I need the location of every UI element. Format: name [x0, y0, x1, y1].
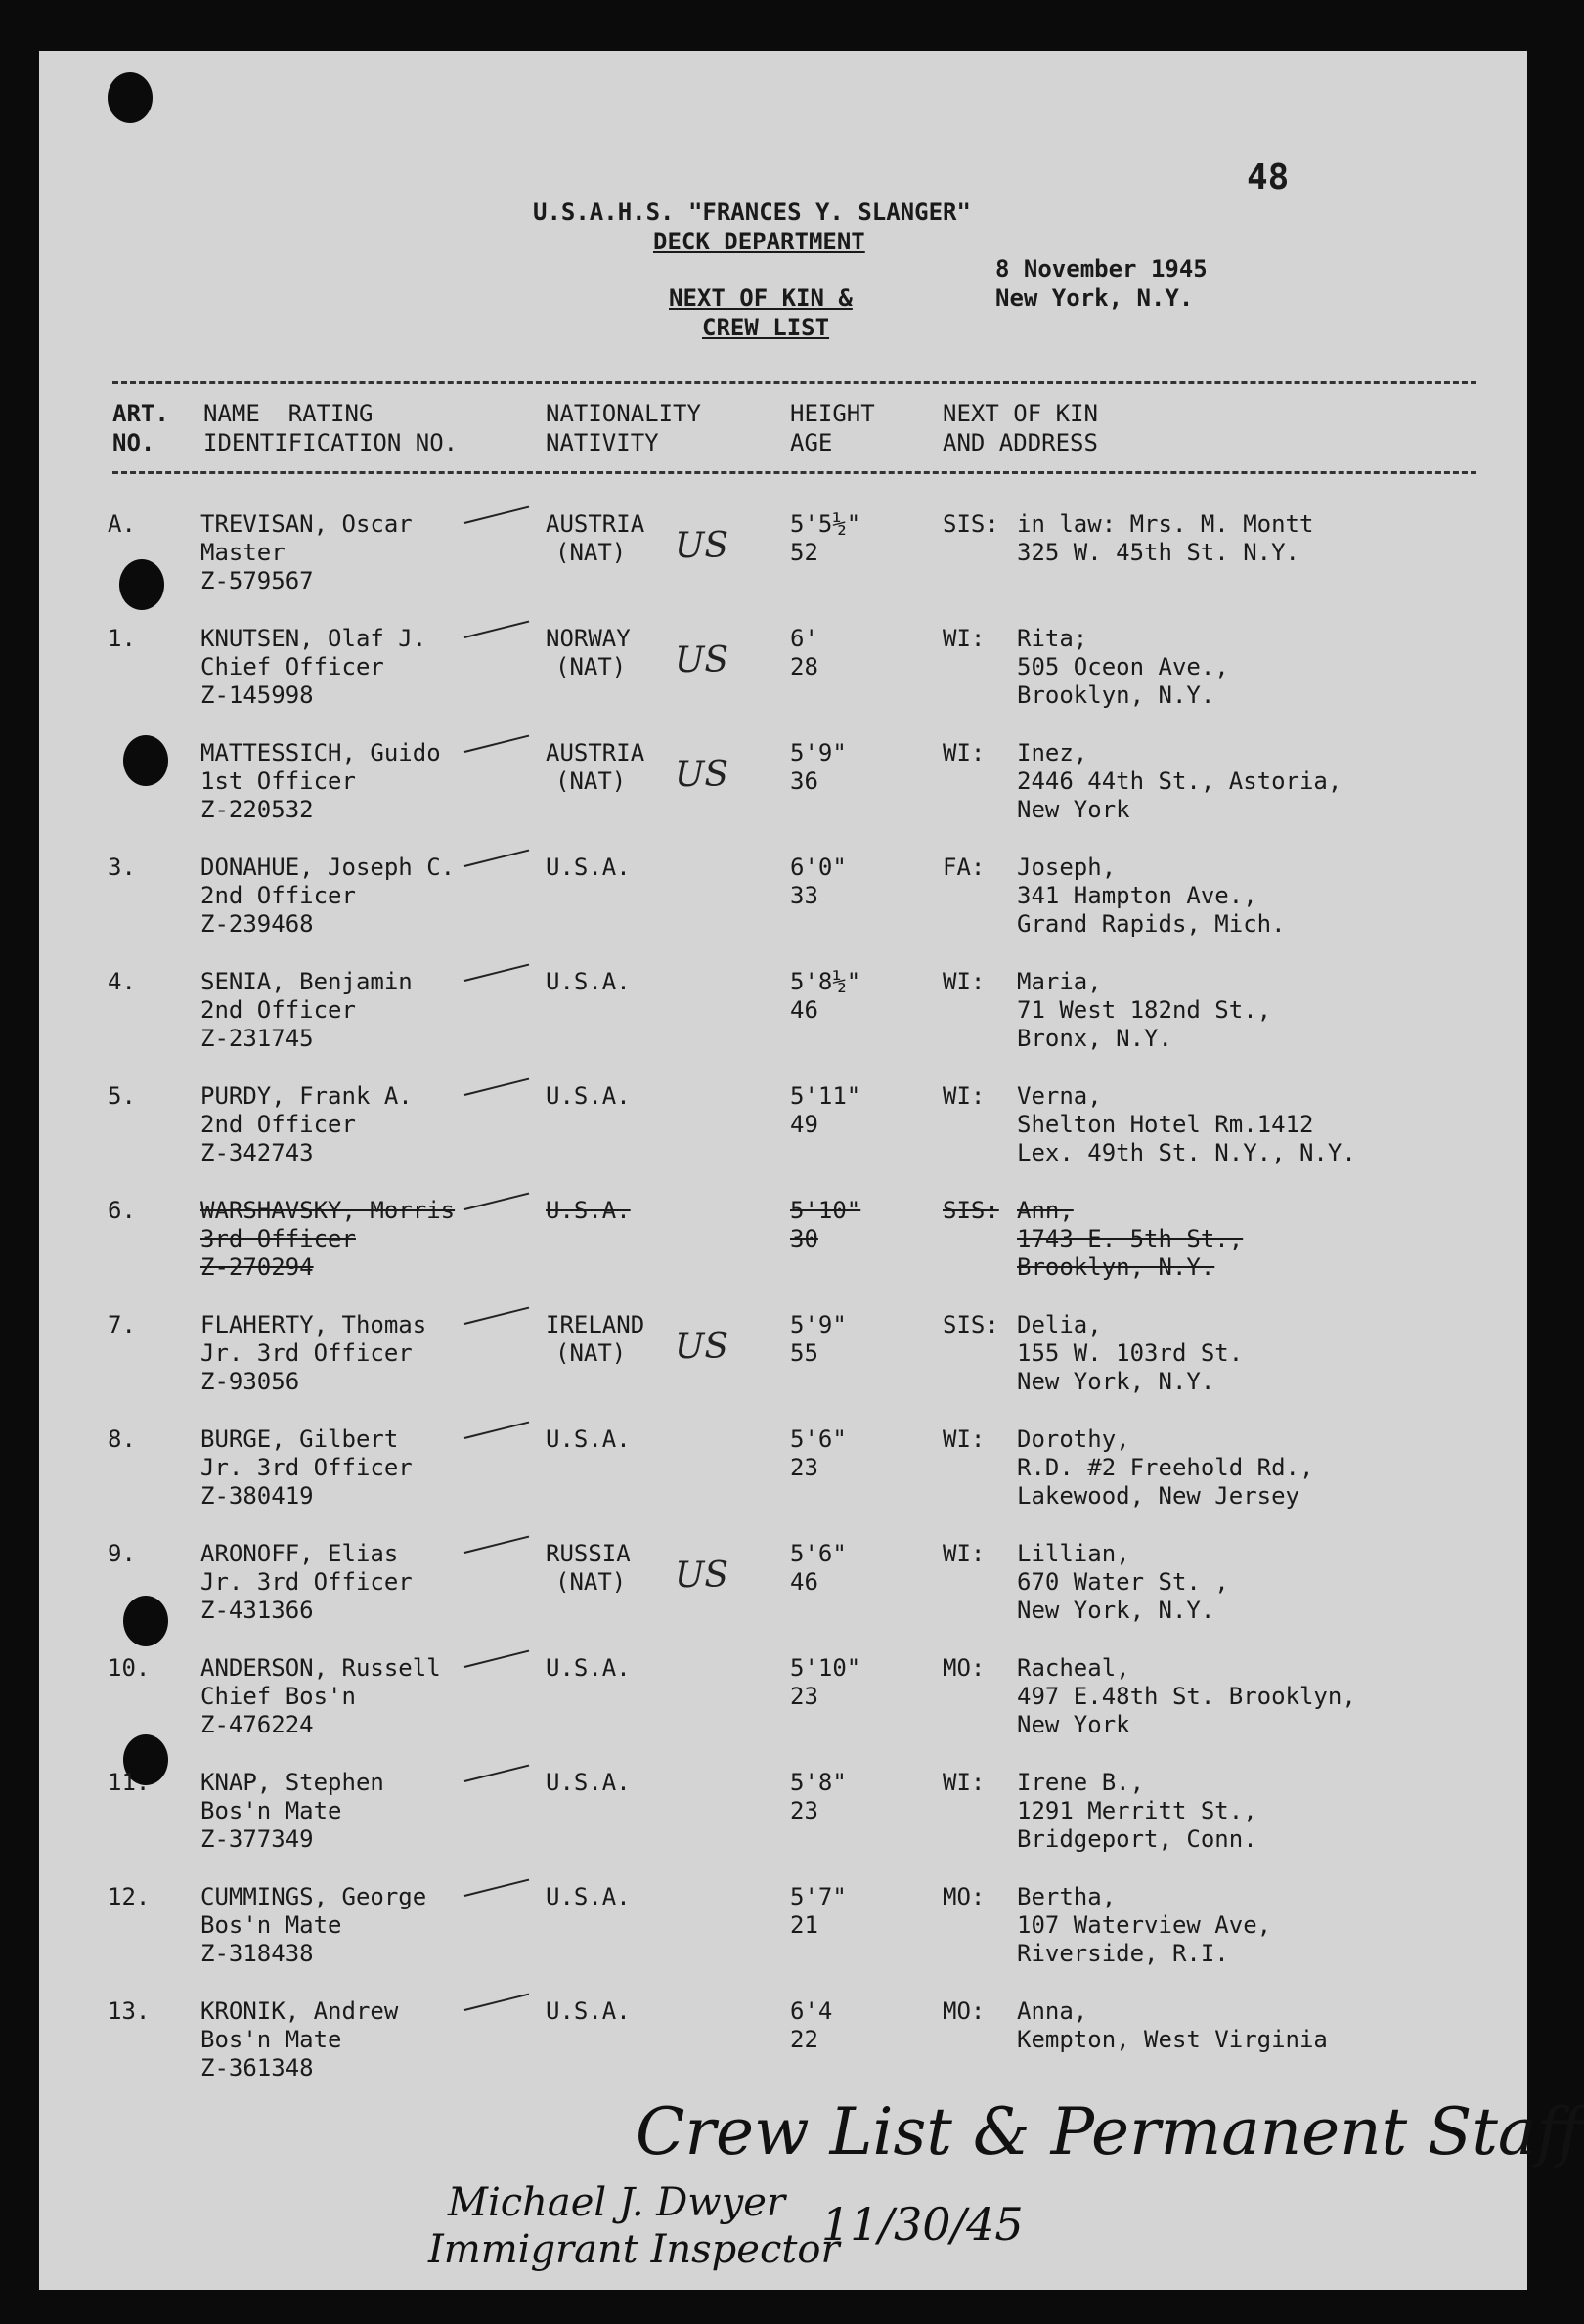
- age: 46: [790, 1568, 818, 1596]
- art-number: A.: [108, 510, 136, 538]
- art-number: 10.: [108, 1654, 151, 1682]
- nativity: (NAT): [555, 539, 627, 566]
- kin-address-2: Grand Rapids, Mich.: [1017, 910, 1286, 938]
- kin-address-2: Lakewood, New Jersey: [1017, 1482, 1299, 1510]
- nationality: NORWAY: [546, 625, 631, 652]
- nationality: U.S.A.: [546, 1769, 631, 1796]
- kin-address-1: R.D. #2 Freehold Rd.,: [1017, 1454, 1314, 1481]
- nativity: (NAT): [555, 767, 627, 795]
- punch-hole: [108, 72, 153, 123]
- height: 5'7": [790, 1883, 847, 1910]
- crew-name: PURDY, Frank A.: [200, 1082, 413, 1110]
- list-place: New York, N.Y.: [995, 285, 1194, 312]
- nativity: (NAT): [555, 1568, 627, 1596]
- kin-address-2: Bridgeport, Conn.: [1017, 1825, 1257, 1853]
- nationality: AUSTRIA: [546, 739, 645, 767]
- crew-id: Z-431366: [200, 1597, 314, 1624]
- crew-name: ANDERSON, Russell: [200, 1654, 441, 1682]
- kin-address-1: 505 Oceon Ave.,: [1017, 653, 1229, 680]
- handwritten-annotation: US: [675, 755, 729, 795]
- check-mark: [464, 850, 529, 867]
- kin-name: Maria,: [1017, 968, 1102, 995]
- kin-relation: WI:: [943, 1540, 986, 1567]
- crew-row: [39, 1883, 1527, 1989]
- list-title-line-2: CREW LIST: [702, 314, 830, 341]
- col-height-2: AGE: [790, 429, 833, 457]
- kin-name: Rita;: [1017, 625, 1088, 652]
- art-number: 4.: [108, 968, 136, 995]
- col-art-1: ART.: [112, 400, 169, 427]
- check-mark: [464, 1078, 529, 1096]
- crew-id: Z-93056: [200, 1368, 300, 1395]
- crew-row: [39, 1311, 1527, 1417]
- col-kin-1: NEXT OF KIN: [943, 400, 1098, 427]
- crew-rating: Chief Officer: [200, 653, 384, 680]
- age: 23: [790, 1683, 818, 1710]
- crew-id: Z-377349: [200, 1825, 314, 1853]
- page-number: 48: [1247, 157, 1290, 197]
- kin-address-2: Brooklyn, N.Y.: [1017, 1253, 1215, 1281]
- crew-row: [39, 1082, 1527, 1188]
- nativity: (NAT): [555, 653, 627, 680]
- kin-address-1: Kempton, West Virginia: [1017, 2026, 1328, 2053]
- age: 36: [790, 767, 818, 795]
- kin-relation: WI:: [943, 625, 986, 652]
- age: 49: [790, 1111, 818, 1138]
- handwritten-note: Crew List & Permanent Staff: [636, 2094, 1583, 2170]
- kin-address-1: 1291 Merritt St.,: [1017, 1797, 1257, 1824]
- kin-address-1: 2446 44th St., Astoria,: [1017, 767, 1342, 795]
- check-mark: [464, 621, 529, 638]
- department: DECK DEPARTMENT: [653, 228, 865, 255]
- check-mark: [464, 1307, 529, 1325]
- kin-relation: FA:: [943, 854, 986, 881]
- kin-address-2: Riverside, R.I.: [1017, 1940, 1229, 1967]
- col-art-2: NO.: [112, 429, 155, 457]
- crew-rating: Bos'n Mate: [200, 1797, 342, 1824]
- kin-address-1: Shelton Hotel Rm.1412: [1017, 1111, 1314, 1138]
- check-mark: [464, 1879, 529, 1897]
- kin-relation: WI:: [943, 739, 986, 767]
- nationality: U.S.A.: [546, 854, 631, 881]
- kin-address-2: New York, N.Y.: [1017, 1597, 1215, 1624]
- kin-name: Inez,: [1017, 739, 1088, 767]
- art-number: 9.: [108, 1540, 136, 1567]
- nationality: U.S.A.: [546, 1997, 631, 2025]
- kin-name: Verna,: [1017, 1082, 1102, 1110]
- kin-relation: WI:: [943, 968, 986, 995]
- crew-rating: 2nd Officer: [200, 882, 356, 909]
- art-number: 11.: [108, 1769, 151, 1796]
- kin-relation: WI:: [943, 1425, 986, 1453]
- height: 5'10": [790, 1197, 861, 1224]
- kin-name: Delia,: [1017, 1311, 1102, 1338]
- list-title-line-1: NEXT OF KIN &: [669, 285, 853, 312]
- check-mark: [464, 506, 529, 524]
- art-number: 7.: [108, 1311, 136, 1338]
- kin-address-2: New York: [1017, 1711, 1130, 1738]
- art-number: 5.: [108, 1082, 136, 1110]
- art-number: 13.: [108, 1997, 151, 2025]
- crew-rating: 2nd Officer: [200, 1111, 356, 1138]
- crew-name: TREVISAN, Oscar: [200, 510, 413, 538]
- crew-rating: 1st Officer: [200, 767, 356, 795]
- art-number: 6.: [108, 1197, 136, 1224]
- divider: [112, 471, 1476, 474]
- kin-relation: WI:: [943, 1769, 986, 1796]
- art-number: 3.: [108, 854, 136, 881]
- nationality: U.S.A.: [546, 1883, 631, 1910]
- age: 28: [790, 653, 818, 680]
- crew-id: Z-579567: [200, 567, 314, 594]
- check-mark: [464, 964, 529, 982]
- crew-row: [39, 1769, 1527, 1874]
- height: 6'0": [790, 854, 847, 881]
- kin-name: in law: Mrs. M. Montt: [1017, 510, 1314, 538]
- crew-rating: 3rd Officer: [200, 1225, 356, 1252]
- nationality: IRELAND: [546, 1311, 645, 1338]
- crew-id: Z-476224: [200, 1711, 314, 1738]
- height: 5'6": [790, 1540, 847, 1567]
- nationality: AUSTRIA: [546, 510, 645, 538]
- height: 5'8½": [790, 968, 861, 995]
- crew-row: [39, 1654, 1527, 1760]
- check-mark: [464, 1193, 529, 1210]
- nativity: (NAT): [555, 1339, 627, 1367]
- check-mark: [464, 1994, 529, 2011]
- kin-name: Anna,: [1017, 1997, 1088, 2025]
- nationality: U.S.A.: [546, 1197, 631, 1224]
- col-nat-2: NATIVITY: [546, 429, 659, 457]
- nationality: RUSSIA: [546, 1540, 631, 1567]
- kin-name: Dorothy,: [1017, 1425, 1130, 1453]
- age: 52: [790, 539, 818, 566]
- age: 22: [790, 2026, 818, 2053]
- kin-name: Ann,: [1017, 1197, 1074, 1224]
- kin-relation: WI:: [943, 1082, 986, 1110]
- kin-name: Joseph,: [1017, 854, 1117, 881]
- crew-row: [39, 1540, 1527, 1645]
- age: 23: [790, 1797, 818, 1824]
- nationality: U.S.A.: [546, 1654, 631, 1682]
- age: 33: [790, 882, 818, 909]
- crew-name: ARONOFF, Elias: [200, 1540, 399, 1567]
- height: 6': [790, 625, 818, 652]
- height: 5'5½": [790, 510, 861, 538]
- age: 23: [790, 1454, 818, 1481]
- kin-address-1: 1743 E. 5th St.,: [1017, 1225, 1244, 1252]
- kin-address-1: 497 E.48th St. Brooklyn,: [1017, 1683, 1356, 1710]
- crew-rating: Bos'n Mate: [200, 1911, 342, 1939]
- check-mark: [464, 1765, 529, 1782]
- crew-rating: Chief Bos'n: [200, 1683, 356, 1710]
- handwritten-annotation: US: [675, 1556, 729, 1596]
- art-number: 1.: [108, 625, 136, 652]
- crew-name: KNUTSEN, Olaf J.: [200, 625, 427, 652]
- crew-name: KRONIK, Andrew: [200, 1997, 399, 2025]
- crew-row: [39, 968, 1527, 1074]
- crew-id: Z-318438: [200, 1940, 314, 1967]
- crew-id: Z-342743: [200, 1139, 314, 1166]
- crew-row: [39, 1997, 1527, 2103]
- check-mark: [464, 1536, 529, 1554]
- check-mark: [464, 1650, 529, 1668]
- kin-name: Irene B.,: [1017, 1769, 1145, 1796]
- nationality: U.S.A.: [546, 968, 631, 995]
- inspector-signature: Michael J. Dwyer: [448, 2180, 785, 2225]
- inspector-title: Immigrant Inspector: [428, 2227, 840, 2272]
- crew-name: FLAHERTY, Thomas: [200, 1311, 427, 1338]
- kin-address-1: 325 W. 45th St. N.Y.: [1017, 539, 1299, 566]
- kin-relation: MO:: [943, 1997, 986, 2025]
- crew-name: BURGE, Gilbert: [200, 1425, 399, 1453]
- height: 6'4: [790, 1997, 833, 2025]
- crew-id: Z-361348: [200, 2054, 314, 2082]
- crew-rating: 2nd Officer: [200, 996, 356, 1024]
- kin-address-1: 670 Water St. ,: [1017, 1568, 1229, 1596]
- kin-address-2: Brooklyn, N.Y.: [1017, 681, 1215, 709]
- art-number: 8.: [108, 1425, 136, 1453]
- kin-address-1: 71 West 182nd St.,: [1017, 996, 1272, 1024]
- crew-row: [39, 1425, 1527, 1531]
- kin-address-1: 107 Waterview Ave,: [1017, 1911, 1272, 1939]
- nationality: U.S.A.: [546, 1425, 631, 1453]
- crew-id: Z-270294: [200, 1253, 314, 1281]
- crew-id: Z-380419: [200, 1482, 314, 1510]
- kin-address-2: Bronx, N.Y.: [1017, 1025, 1172, 1052]
- crew-id: Z-145998: [200, 681, 314, 709]
- crew-id: Z-239468: [200, 910, 314, 938]
- kin-relation: SIS:: [943, 1311, 999, 1338]
- kin-name: Lillian,: [1017, 1540, 1130, 1567]
- crew-name: DONAHUE, Joseph C.: [200, 854, 456, 881]
- handwritten-annotation: US: [675, 640, 729, 680]
- crew-name: CUMMINGS, George: [200, 1883, 427, 1910]
- crew-name: WARSHAVSKY, Morris: [200, 1197, 456, 1224]
- list-date: 8 November 1945: [995, 255, 1208, 283]
- crew-rating: Master: [200, 539, 286, 566]
- col-height-1: HEIGHT: [790, 400, 875, 427]
- handwritten-annotation: US: [675, 526, 729, 566]
- crew-rating: Bos'n Mate: [200, 2026, 342, 2053]
- crew-rating: Jr. 3rd Officer: [200, 1454, 413, 1481]
- kin-address-2: Lex. 49th St. N.Y., N.Y.: [1017, 1139, 1356, 1166]
- age: 21: [790, 1911, 818, 1939]
- crew-name: MATTESSICH, Guido: [200, 739, 441, 767]
- kin-name: Bertha,: [1017, 1883, 1117, 1910]
- crew-row: [39, 1197, 1527, 1302]
- crew-row: [39, 625, 1527, 730]
- crew-row: [39, 510, 1527, 616]
- height: 5'8": [790, 1769, 847, 1796]
- kin-address-2: New York: [1017, 796, 1130, 823]
- crew-id: Z-220532: [200, 796, 314, 823]
- crew-rating: Jr. 3rd Officer: [200, 1568, 413, 1596]
- crew-row: [39, 739, 1527, 845]
- ship-name: U.S.A.H.S. "FRANCES Y. SLANGER": [533, 198, 971, 226]
- divider: [112, 381, 1476, 384]
- crew-name: KNAP, Stephen: [200, 1769, 384, 1796]
- nationality: U.S.A.: [546, 1082, 631, 1110]
- kin-name: Racheal,: [1017, 1654, 1130, 1682]
- art-number: 12.: [108, 1883, 151, 1910]
- kin-address-2: New York, N.Y.: [1017, 1368, 1215, 1395]
- age: 55: [790, 1339, 818, 1367]
- age: 30: [790, 1225, 818, 1252]
- height: 5'9": [790, 739, 847, 767]
- kin-relation: MO:: [943, 1883, 986, 1910]
- kin-relation: SIS:: [943, 1197, 999, 1224]
- inspection-date: 11/30/45: [821, 2198, 1024, 2251]
- document-page: [39, 51, 1583, 2290]
- height: 5'6": [790, 1425, 847, 1453]
- kin-relation: SIS:: [943, 510, 999, 538]
- col-name-2: IDENTIFICATION NO.: [203, 429, 459, 457]
- col-name-1: NAME RATING: [203, 400, 374, 427]
- check-mark: [464, 1422, 529, 1439]
- crew-id: Z-231745: [200, 1025, 314, 1052]
- kin-relation: MO:: [943, 1654, 986, 1682]
- height: 5'10": [790, 1654, 861, 1682]
- age: 46: [790, 996, 818, 1024]
- height: 5'11": [790, 1082, 861, 1110]
- col-kin-2: AND ADDRESS: [943, 429, 1098, 457]
- crew-row: [39, 854, 1527, 959]
- kin-address-1: 341 Hampton Ave.,: [1017, 882, 1257, 909]
- crew-rating: Jr. 3rd Officer: [200, 1339, 413, 1367]
- check-mark: [464, 735, 529, 753]
- height: 5'9": [790, 1311, 847, 1338]
- col-nat-1: NATIONALITY: [546, 400, 701, 427]
- handwritten-annotation: US: [675, 1327, 729, 1367]
- kin-address-1: 155 W. 103rd St.: [1017, 1339, 1244, 1367]
- crew-name: SENIA, Benjamin: [200, 968, 413, 995]
